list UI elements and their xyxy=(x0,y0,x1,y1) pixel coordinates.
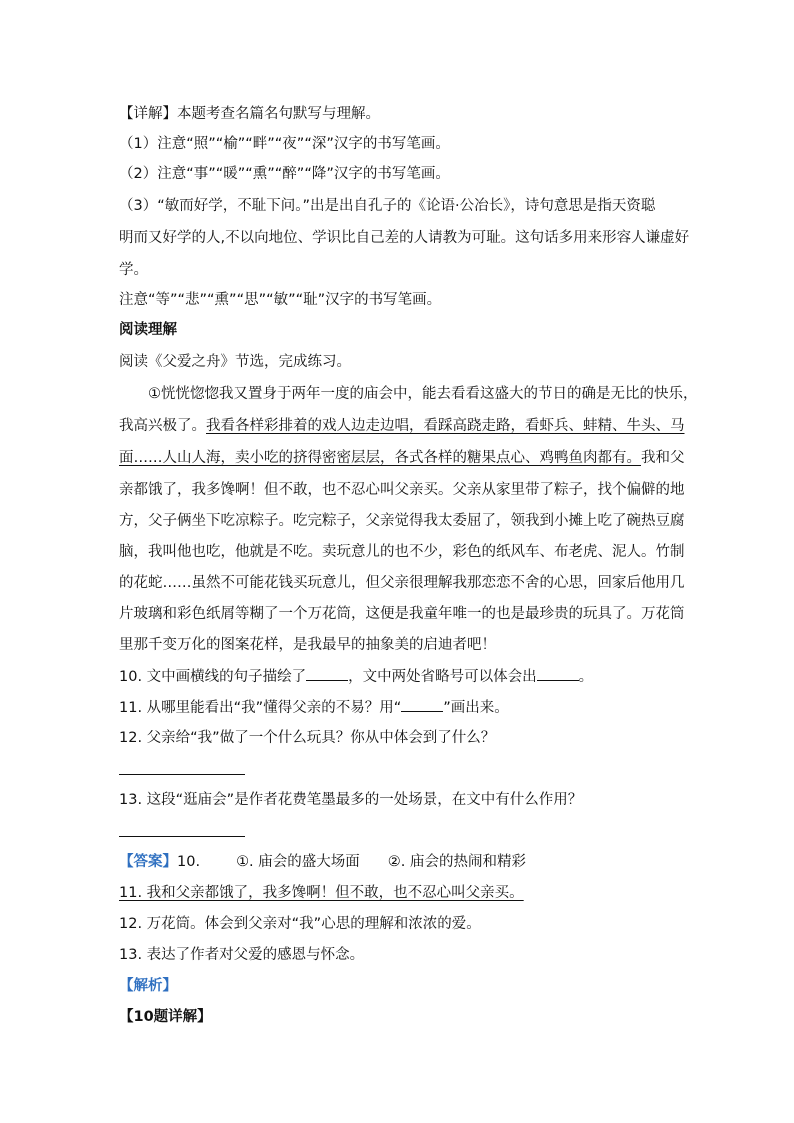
passage-line-7: 的花蛇……虽然不可能花钱买玩意儿，但父亲很理解我那恋恋不舍的心思，回家后他用几 xyxy=(119,575,685,591)
reading-instruction: 阅读《父爱之舟》节选，完成练习。 xyxy=(119,354,351,370)
passage-line-6: 脑，我叫他也吃，他就是不吃。卖玩意儿的也不少，彩色的纸风车、布老虎、泥人。竹制 xyxy=(119,544,685,560)
passage-line-8: 片玻璃和彩色纸屑等糊了一个万花筒，这便是我童年唯一的也是最珍贵的玩具了。万花筒 xyxy=(119,606,685,622)
question-13: 13. 这段“逛庙会”是作者花费笔墨最多的一处场景，在文中有什么作用？ xyxy=(119,792,583,808)
question-10-text-a: 10. 文中画横线的句子描绘了 xyxy=(119,669,307,685)
detail-intro: 本题考查名篇名句默写与理解。 xyxy=(177,106,380,122)
underline-sample xyxy=(401,697,443,712)
reading-heading: 阅读理解 xyxy=(119,322,177,338)
detail-intro-line xyxy=(119,104,380,124)
answer-10-number: 10. xyxy=(177,854,201,870)
passage-line-1: ①恍恍惚惚我又置身于两年一度的庙会中，能去看看这盛大的节日的确是无比的快乐， xyxy=(148,386,698,402)
detail-item-1: （1）注意“照”“榆”“畔”“夜”“深”汉字的书写笔画。 xyxy=(119,136,450,152)
question-11 xyxy=(119,697,509,718)
detail-tag: 【详解】 xyxy=(119,106,177,122)
answer-11: 11. 我和父亲都饿了，我多馋啊！但不敢，也不忍心叫父亲买。 xyxy=(119,885,524,901)
passage-line-4: 亲都饿了，我多馋啊！但不敢，也不忍心叫父亲买。父亲从家里带了粽子，找个偏僻的地 xyxy=(119,482,685,498)
detail-item-2: （2）注意“事”“暖”“熏”“醉”“降”汉字的书写笔画。 xyxy=(119,166,450,182)
passage-underlined-sentence-part-2: 面……人山人海，卖小吃的挤得密密层层，各式各样的糖果点心、鸡鸭鱼肉都有。 xyxy=(119,450,641,466)
answer-blank xyxy=(537,666,579,681)
question-11-text-a: 11. 从哪里能看出“我”懂得父亲的不易？用“ xyxy=(119,700,402,716)
question-10-text-b: ，文中两处省略号可以体会出 xyxy=(348,669,537,685)
detail-item-4: 注意“等”“悲”“熏”“思”“敏”“耻”汉字的书写笔画。 xyxy=(119,292,442,308)
answer-10-part-1: ①. 庙会的盛大场面 xyxy=(236,854,360,870)
detail-item-3-line-2: 明而又好学的人,不以向地位、学识比自己差的人请教为可耻。这句话多用来形容人谦虚好 xyxy=(119,230,690,246)
passage-line-3 xyxy=(119,448,685,468)
question-10 xyxy=(119,666,593,687)
passage-line-2-plain: 我高兴极了。 xyxy=(119,418,206,434)
question-10-text-c: 。 xyxy=(578,669,594,685)
passage-line-5: 方，父子俩坐下吃凉粽子。吃完粽子，父亲觉得我太委屈了，领我到小摊上吃了碗热豆腐 xyxy=(119,513,685,529)
question-12: 12. 父亲给“我”做了一个什么玩具？你从中体会到了什么？ xyxy=(119,730,496,746)
answer-line xyxy=(119,836,245,837)
answer-13: 13. 表达了作者对父爱的感恩与怀念。 xyxy=(119,947,365,963)
passage-line-9: 里那千变万化的图案花样，是我最早的抽象美的启迪者吧！ xyxy=(119,637,496,653)
passage-underlined-sentence-part-1: 我看各样彩排着的戏人边走边唱，看踩高跷走路，看虾兵、蚌精、牛头、马 xyxy=(206,418,685,434)
question-10-detail-heading: 【10题详解】 xyxy=(119,1009,212,1025)
answer-12: 12. 万花筒。体会到父亲对“我”心思的理解和浓浓的爱。 xyxy=(119,916,481,932)
answer-blank xyxy=(306,666,348,681)
answer-10-part-2: ②. 庙会的热闹和精彩 xyxy=(387,854,526,870)
answer-tag: 【答案】 xyxy=(119,854,177,870)
detail-item-3-line-1: （3）“敏而好学，不耻下问。”出是出自孔子的《论语·公冶长》，诗句意思是指天资聪 xyxy=(119,198,656,214)
passage-line-3-plain: 我和父 xyxy=(641,450,685,466)
analysis-tag: 【解析】 xyxy=(119,978,177,994)
question-11-text-b: ”画出来。 xyxy=(443,700,509,716)
answer-line xyxy=(119,774,245,775)
answer-10 xyxy=(119,852,526,872)
passage-line-2 xyxy=(119,416,685,436)
detail-item-3-line-3: 学。 xyxy=(119,262,148,278)
